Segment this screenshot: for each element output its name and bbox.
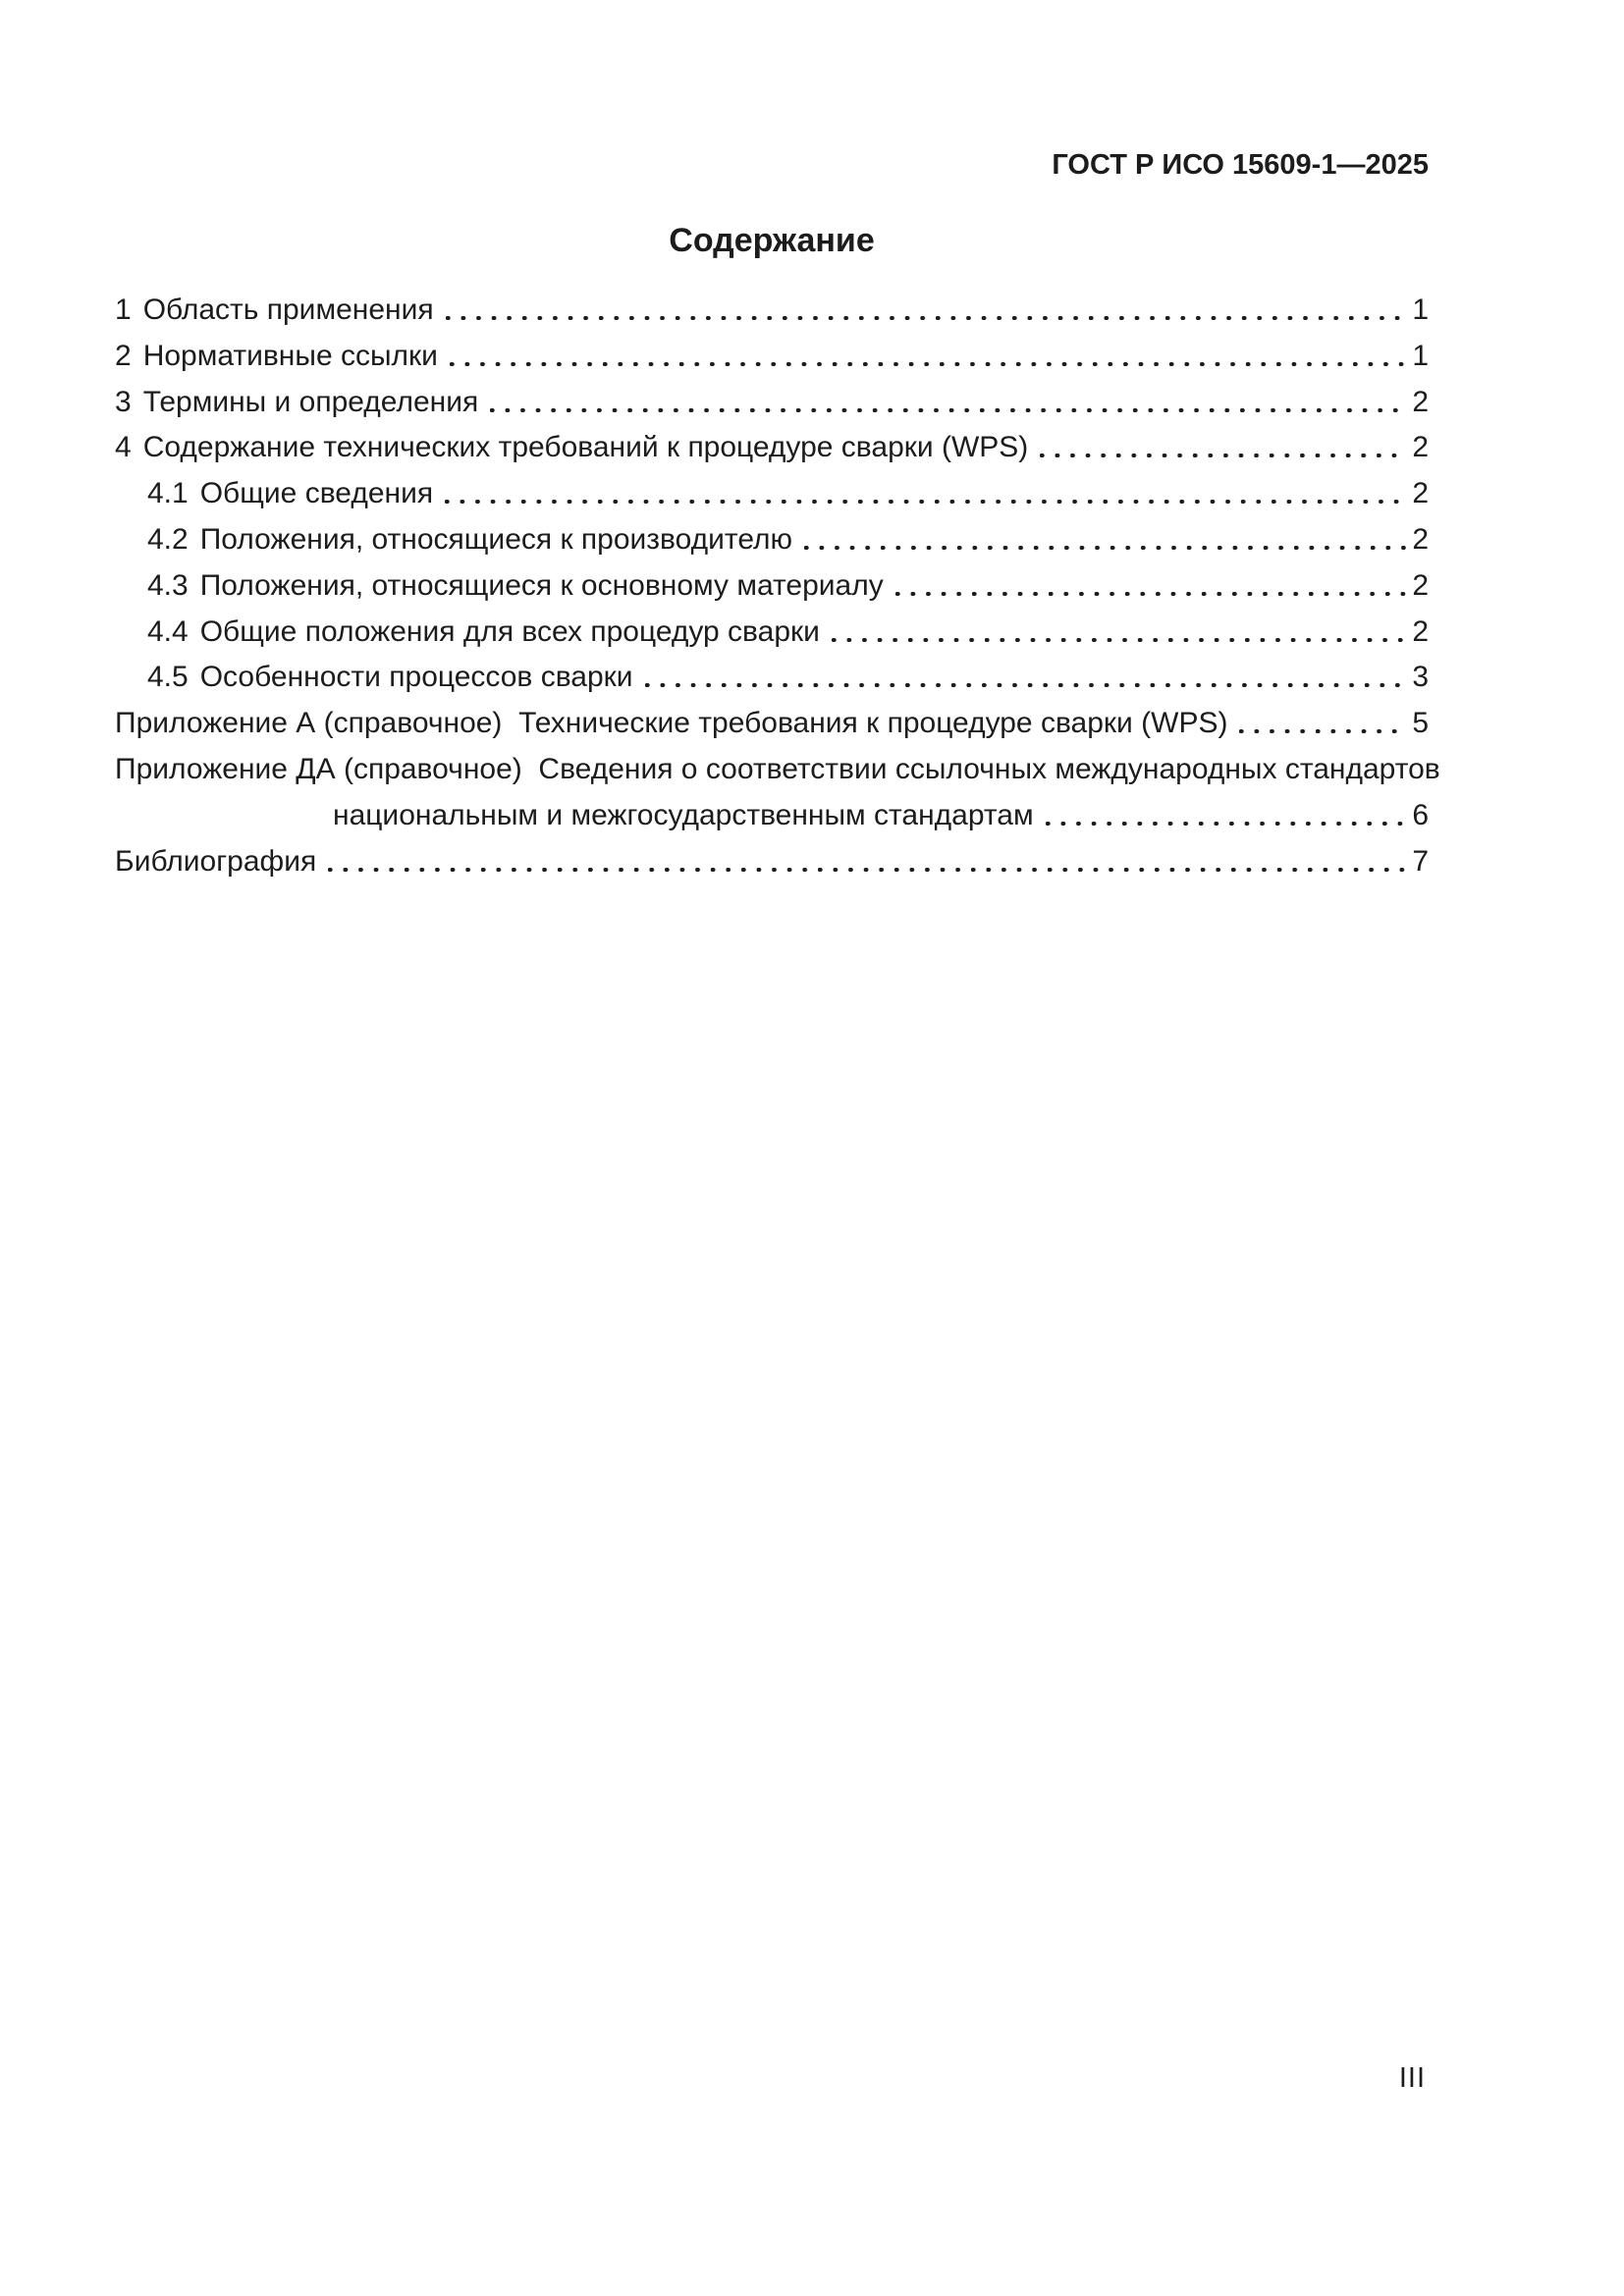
toc-entry-number: 2 bbox=[115, 339, 132, 372]
toc-entry-number: 4.5 bbox=[147, 661, 189, 694]
toc-entry-label: Область применения bbox=[142, 294, 434, 326]
toc-entry bbox=[115, 380, 1429, 426]
toc-entry-page: 1 bbox=[1412, 339, 1429, 372]
toc-entry-page: 7 bbox=[1412, 844, 1429, 878]
toc-entry bbox=[115, 563, 1429, 610]
toc-entry-page: 2 bbox=[1412, 568, 1429, 602]
toc-entry-page: 1 bbox=[1412, 294, 1429, 326]
toc-entry-page: 2 bbox=[1412, 431, 1429, 464]
toc-entry bbox=[115, 517, 1429, 563]
dot-leader bbox=[320, 839, 1406, 885]
dot-leader bbox=[637, 655, 1406, 701]
dot-leader bbox=[438, 288, 1406, 334]
dot-leader bbox=[437, 471, 1406, 517]
toc-entry-number: 1 bbox=[115, 294, 132, 326]
dot-leader bbox=[1032, 425, 1406, 471]
toc-entry-label: Положения, относящиеся к основному материалу bbox=[199, 568, 884, 602]
toc-entry bbox=[115, 701, 1429, 747]
toc-entry-label: Нормативные ссылки bbox=[142, 339, 438, 372]
dot-leader bbox=[1038, 793, 1406, 839]
toc-entry-label: Общие сведения bbox=[199, 477, 434, 510]
toc-entry bbox=[115, 747, 1440, 793]
toc-entry-page: 5 bbox=[1412, 707, 1429, 740]
toc-entry bbox=[115, 425, 1429, 471]
toc-entry bbox=[115, 655, 1429, 701]
toc-entry-page: 2 bbox=[1412, 477, 1429, 510]
toc-entry-label: Общие положения для всех процедур сварки bbox=[199, 614, 820, 648]
toc-entry-label: Особенности процессов сварки bbox=[199, 661, 633, 694]
toc-entry-label: национальным и межгосударственным стандартам bbox=[333, 798, 1034, 831]
toc-entry-number: 4.4 bbox=[147, 614, 189, 648]
toc-entry-page: 2 bbox=[1412, 385, 1429, 418]
toc-entry-number: 4.3 bbox=[147, 568, 189, 602]
page-title: Содержание bbox=[669, 222, 875, 259]
dot-leader bbox=[482, 380, 1406, 426]
dot-leader bbox=[796, 517, 1406, 563]
folio-page-number: III bbox=[1398, 2062, 1426, 2094]
toc-entry-number: 4.1 bbox=[147, 477, 189, 510]
toc-entry bbox=[115, 610, 1429, 656]
toc-entry-label: Термины и определения bbox=[142, 385, 479, 418]
toc-entry-continuation bbox=[115, 793, 1429, 839]
toc-entry bbox=[115, 334, 1429, 380]
toc-entry-page: 2 bbox=[1412, 522, 1429, 556]
toc-entry-label: Библиография bbox=[115, 844, 317, 878]
toc-entry-label: Положения, относящиеся к производителю bbox=[199, 522, 793, 556]
table-of-contents bbox=[115, 288, 1440, 884]
toc-entry bbox=[115, 839, 1429, 885]
toc-entry-label: Содержание технических требований к процедуре сварки (WPS) bbox=[142, 431, 1029, 464]
dot-leader bbox=[442, 334, 1406, 380]
toc-entry-number: 3 bbox=[115, 385, 132, 418]
toc-entry bbox=[115, 471, 1429, 517]
dot-leader bbox=[888, 563, 1406, 610]
toc-entry-page: 6 bbox=[1412, 798, 1429, 831]
toc-entry-page: 2 bbox=[1412, 614, 1429, 648]
toc-entry-page: 3 bbox=[1412, 661, 1429, 694]
dot-leader bbox=[1231, 701, 1406, 747]
toc-entry-number: 4.2 bbox=[147, 522, 189, 556]
document-code: ГОСТ Р ИСО 15609-1—2025 bbox=[1052, 149, 1429, 181]
toc-entry bbox=[115, 288, 1429, 334]
toc-entry-label: Приложение А (справочное) Технические требования к процедуре сварки (WPS) bbox=[115, 707, 1228, 740]
toc-entry-number: 4 bbox=[115, 431, 132, 464]
toc-entry-label: Приложение ДА (справочное) Сведения о соответствии ссылочных международных стандартов bbox=[115, 752, 1440, 785]
dot-leader bbox=[824, 610, 1406, 656]
